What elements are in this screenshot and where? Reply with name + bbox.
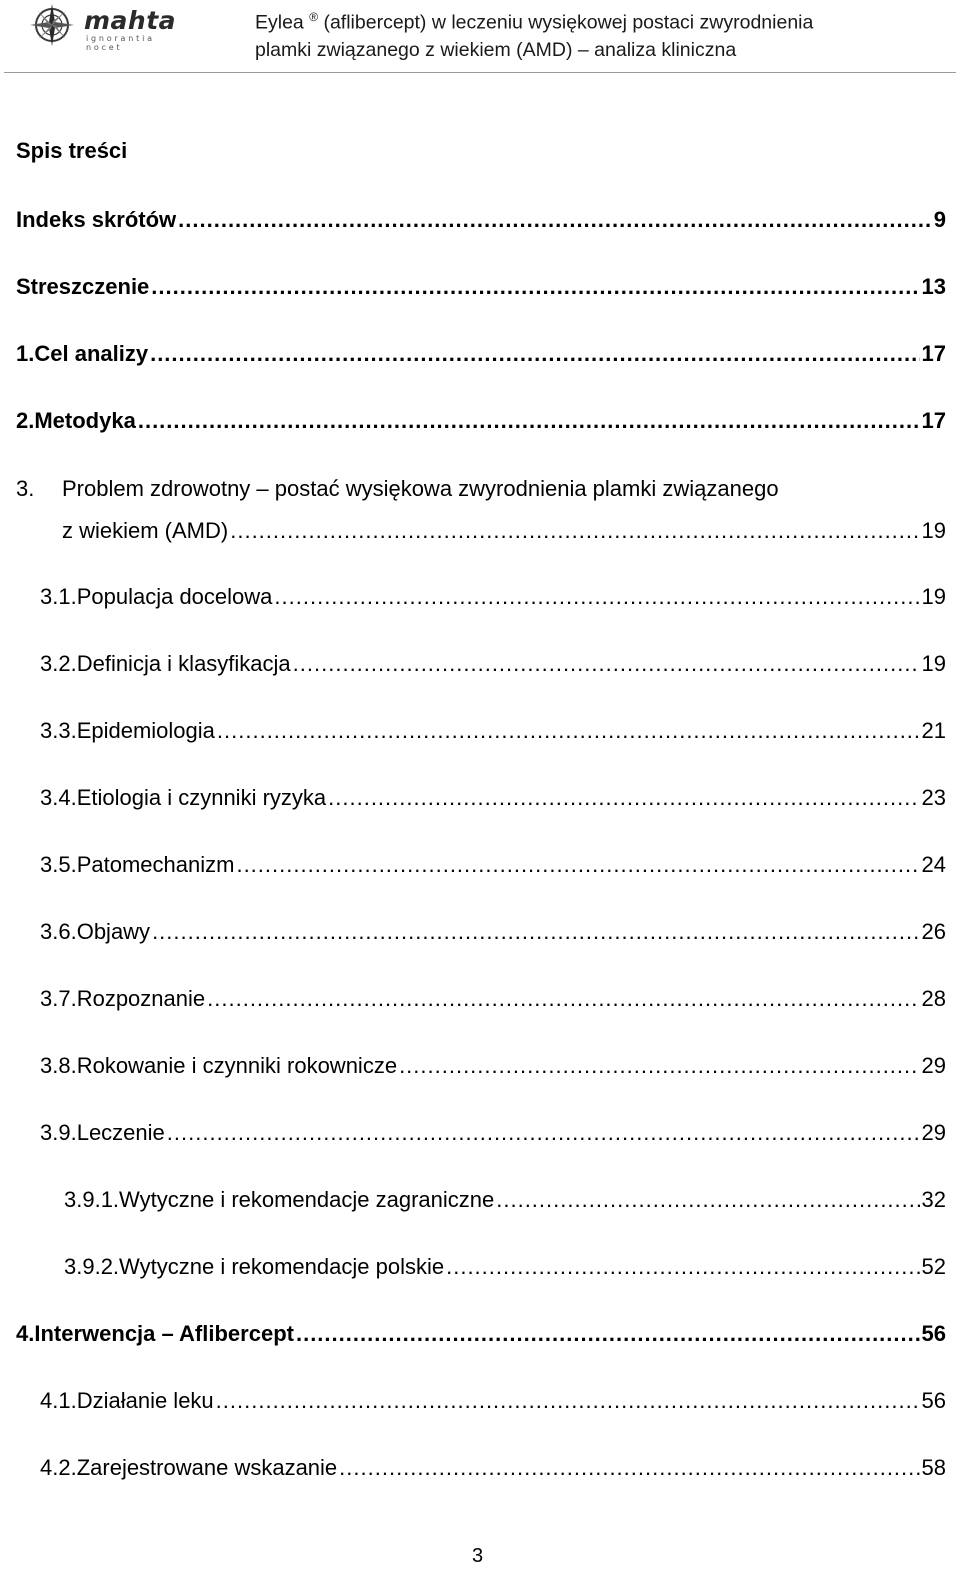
mahta-logo	[26, 4, 196, 52]
dot-leader	[296, 1319, 920, 1349]
toc-entry-page: 19	[921, 518, 946, 543]
toc-entry[interactable]	[16, 205, 946, 235]
dot-leader	[167, 1118, 920, 1148]
toc-entry-title: Cel analizy	[34, 341, 149, 366]
title-drug-name: Eylea	[255, 11, 304, 34]
toc-entry[interactable]	[40, 1118, 946, 1148]
toc-entry-number: 4.1.	[40, 1388, 77, 1413]
toc-entry-line1[interactable]	[16, 474, 946, 504]
toc-entry-title: Etiologia i czynniki ryzyka	[76, 785, 327, 810]
toc-entry-title: Indeks skrótów	[16, 207, 177, 232]
toc-entry-title: Populacja docelowa	[76, 584, 273, 609]
compass-icon	[26, 4, 78, 46]
toc-entry[interactable]	[64, 1252, 946, 1282]
dot-leader	[217, 716, 920, 746]
toc-entry-title-line1: Problem zdrowotny – postać wysiękowa zwyrodnienia plamki związanego	[62, 476, 779, 501]
toc-entry-page: 56	[921, 1388, 946, 1413]
toc-entry-number: 3.7.	[40, 986, 77, 1011]
toc-entry-title: Definicja i klasyfikacja	[76, 651, 291, 676]
toc-entry[interactable]	[16, 339, 946, 369]
toc-entry-page: 17	[921, 408, 946, 433]
page-header	[0, 0, 960, 74]
toc-entry[interactable]	[40, 917, 946, 947]
toc-entry[interactable]	[16, 1319, 946, 1349]
toc-entry[interactable]	[40, 984, 946, 1014]
toc-entry[interactable]	[16, 406, 946, 436]
toc-entry-title: Interwencja – Aflibercept	[34, 1321, 294, 1346]
dot-leader	[230, 516, 919, 546]
logo-wordmark: mahta	[84, 6, 177, 35]
toc-entry[interactable]	[40, 582, 946, 612]
toc-entry-page: 29	[921, 1120, 946, 1145]
toc-entry-number: 3.2.	[40, 651, 77, 676]
toc-entry-number: 3.8.	[40, 1053, 77, 1078]
dot-leader	[496, 1185, 919, 1215]
title-line2: plamki związanego z wiekiem (AMD) – analiza kliniczna	[255, 38, 737, 61]
toc-entry-title: z wiekiem (AMD)	[62, 518, 229, 543]
dot-leader	[399, 1051, 919, 1081]
dot-leader	[178, 205, 932, 235]
toc-entry[interactable]	[40, 649, 946, 679]
toc-entry-title: Objawy	[76, 919, 151, 944]
toc-entry-title: Metodyka	[34, 408, 136, 433]
toc-entry-page: 13	[921, 274, 946, 299]
toc-entry-number: 4.	[16, 1321, 35, 1346]
dot-leader	[328, 783, 919, 813]
toc-entry-number: 4.2.	[40, 1455, 77, 1480]
toc-entry-title: Rozpoznanie	[76, 986, 206, 1011]
toc-entry-title: Epidemiologia	[76, 718, 215, 743]
header-divider	[4, 72, 956, 73]
dot-leader	[207, 984, 919, 1014]
document-title	[255, 4, 955, 64]
toc-entry-title: Zarejestrowane wskazanie	[76, 1455, 338, 1480]
toc-entry[interactable]	[62, 516, 946, 546]
toc-entry-title: Streszczenie	[16, 274, 150, 299]
dot-leader	[293, 649, 920, 679]
toc-entry-page: 9	[933, 207, 946, 232]
toc-entry[interactable]	[40, 783, 946, 813]
toc-entry[interactable]	[40, 850, 946, 880]
title-line1-rest: (aflibercept) w leczeniu wysiękowej postaci zwyrodnienia	[318, 11, 814, 34]
toc-entry-title: Leczenie	[76, 1120, 165, 1145]
toc-heading: Spis treści	[16, 138, 128, 163]
toc-entry-title: Rokowanie i czynniki rokownicze	[76, 1053, 398, 1078]
toc-entry-page: 29	[921, 1053, 946, 1078]
toc-entry-number: 3.5.	[40, 852, 77, 877]
dot-leader	[216, 1386, 920, 1416]
toc-entry-number: 3.6.	[40, 919, 77, 944]
toc-entry-title: Wytyczne i rekomendacje zagraniczne	[119, 1187, 495, 1212]
toc-entry-page: 58	[921, 1455, 946, 1480]
toc-entry-number: 3.4.	[40, 785, 77, 810]
toc-entry-number: 2.	[16, 408, 35, 433]
toc-entry-number: 3.3.	[40, 718, 77, 743]
toc-entry-title: Patomechanizm	[76, 852, 235, 877]
registered-mark: ®	[309, 10, 319, 24]
toc-entry-number: 3.1.	[40, 584, 77, 609]
toc-entry[interactable]	[40, 1051, 946, 1081]
toc-entry[interactable]	[16, 272, 946, 302]
toc-entry-page: 19	[921, 584, 946, 609]
toc-entry-page: 26	[921, 919, 946, 944]
toc-entry-page: 56	[921, 1321, 946, 1346]
toc-entry-page: 21	[921, 718, 946, 743]
toc-entry-page: 28	[921, 986, 946, 1011]
dot-leader	[152, 917, 919, 947]
toc-entry[interactable]	[40, 1453, 946, 1483]
toc-entry-number: 3.9.1.	[64, 1187, 120, 1212]
toc-entry-number: 1.	[16, 341, 35, 366]
toc-entry-number: 3.9.	[40, 1120, 77, 1145]
logo-tagline: ignorantia nocet	[86, 34, 155, 52]
toc-entry-page: 23	[921, 785, 946, 810]
dot-leader	[446, 1252, 919, 1282]
toc-entry-page: 19	[921, 651, 946, 676]
toc-entry[interactable]	[40, 1386, 946, 1416]
toc-entry-number: 3.9.2.	[64, 1254, 120, 1279]
dot-leader	[150, 339, 919, 369]
toc-entry-title: Wytyczne i rekomendacje polskie	[119, 1254, 445, 1279]
page-number: 3	[472, 1545, 484, 1567]
dot-leader	[138, 406, 920, 436]
toc-entry-title: Działanie leku	[76, 1388, 214, 1413]
toc-entry-page: 24	[921, 852, 946, 877]
dot-leader	[339, 1453, 919, 1483]
toc-entry[interactable]	[40, 716, 946, 746]
toc-entry[interactable]	[64, 1185, 946, 1215]
dot-leader	[236, 850, 919, 880]
toc-entry-number: 3.	[16, 476, 35, 501]
toc-entry-page: 17	[921, 341, 946, 366]
toc-entry-page: 52	[921, 1254, 946, 1279]
toc-entry-page: 32	[921, 1187, 946, 1212]
dot-leader	[274, 582, 919, 612]
dot-leader	[151, 272, 919, 302]
